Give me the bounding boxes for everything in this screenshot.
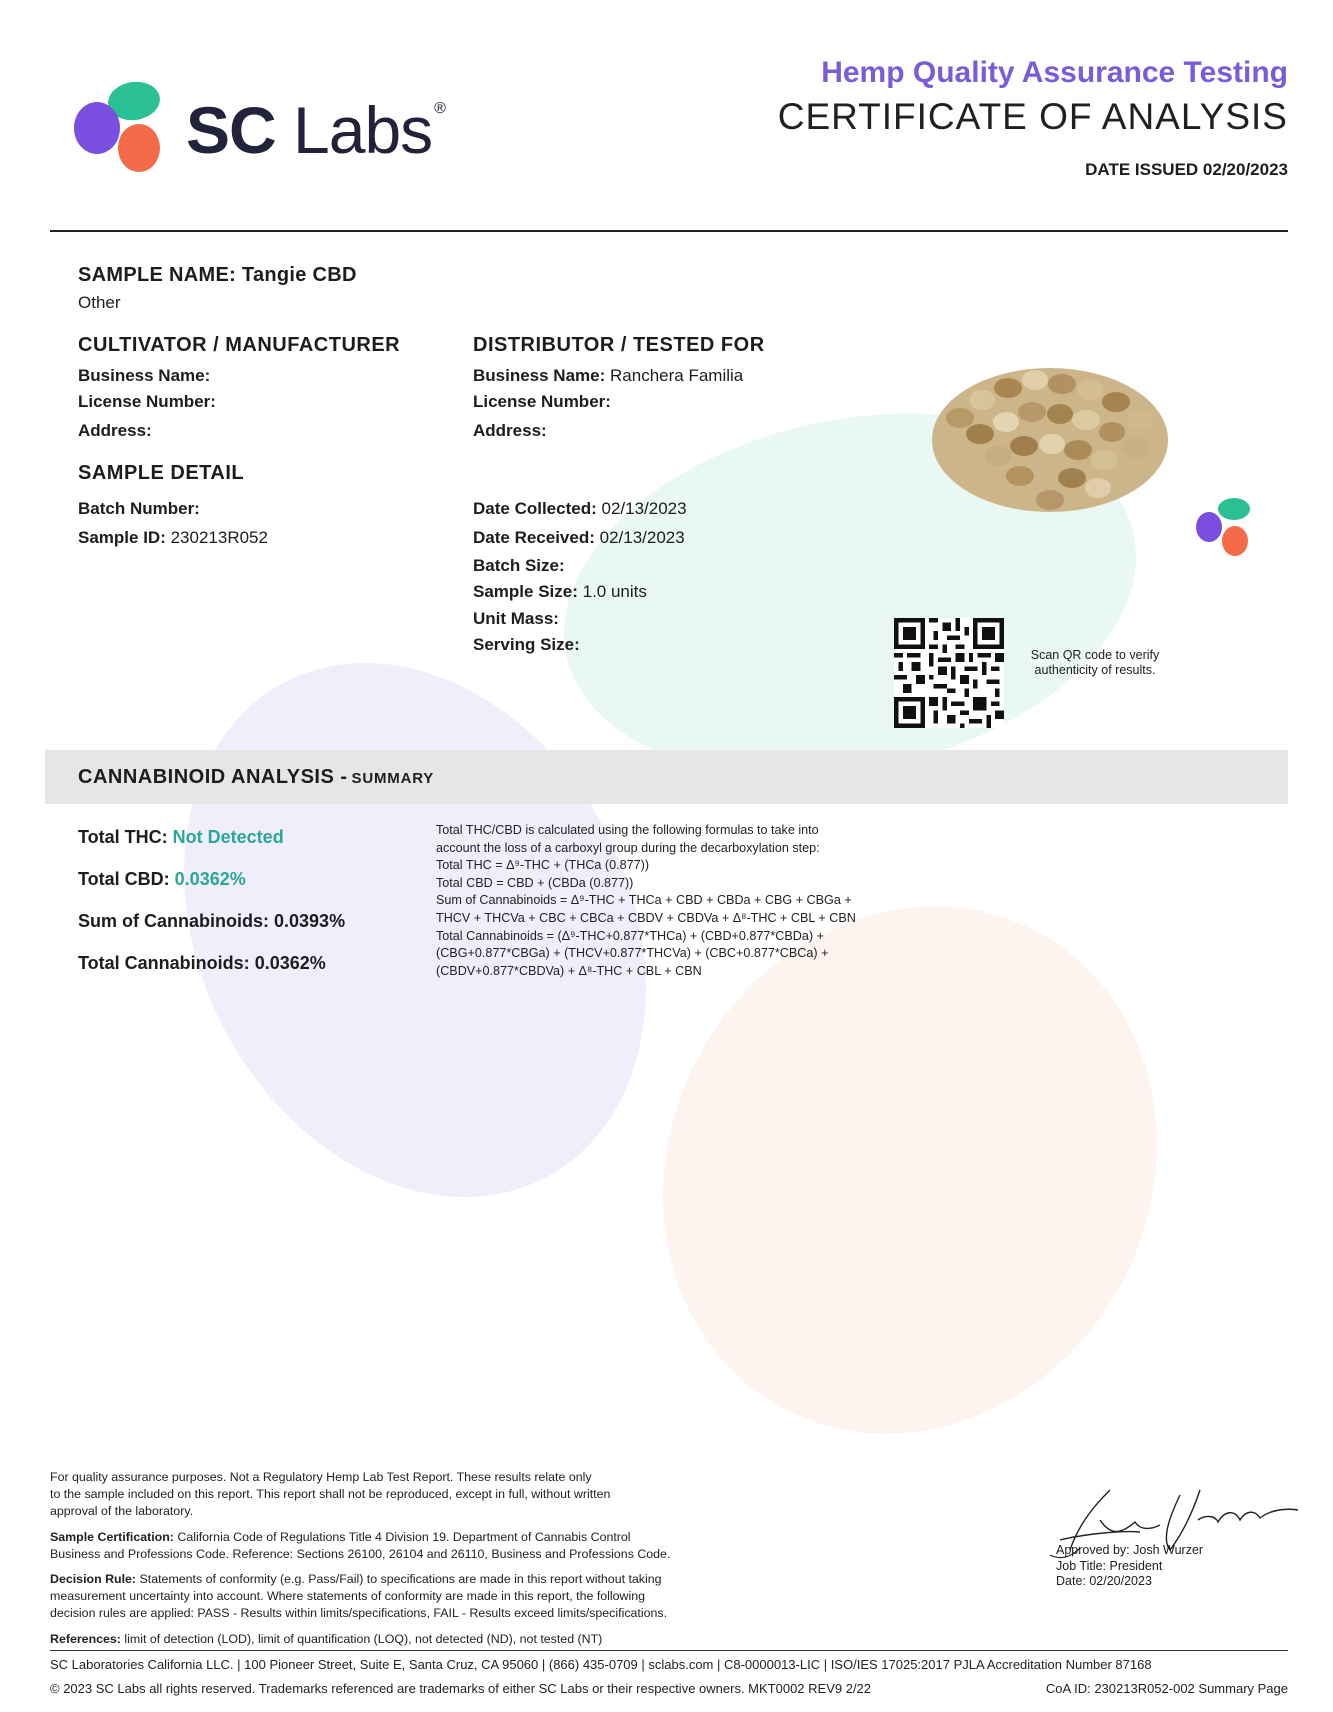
formula-line: (CBDV+0.877*CBDVa) + Δ⁸-THC + CBL + CBN [436,963,702,978]
formula-line: Total CBD = CBD + (CBDa (0.877)) [436,875,634,890]
product-seeds-image [920,348,1180,528]
qa-disclaimer: For quality assurance purposes. Not a Regulatory Hemp Lab Test Report. These results relate only to the sample included on this report. This report shall not be reproduced, except in full, without written approval of the laboratory. [50,1470,611,1518]
report-title: CERTIFICATE OF ANALYSIS [777,96,1288,137]
formula-line: Total THC/CBD is calculated using the following formulas to take into [436,823,819,837]
copyright-line: © 2023 SC Labs all rights reserved. Trademarks referenced are trademarks of either SC Labs or their respective owners. MKT0002 REV9 2/22 [50,1681,872,1696]
logo-purple-dot [74,102,120,154]
formula-line: account the loss of a carboxyl group during the decarboxylation step: [436,840,820,855]
distributor-license-number: License Number: [473,392,611,411]
job-title: Job Title: President [1056,1558,1163,1573]
distributor-heading: DISTRIBUTOR / TESTED FOR [473,334,765,356]
total-cbd: Total CBD: 0.0362% [78,869,246,889]
references: References: limit of detection (LOD), limit of quantification (LOQ), not detected (ND), not tested (NT) [50,1632,603,1646]
sample-name: SAMPLE NAME: Tangie CBD [78,264,357,286]
formula-line: THCV + THCVa + CBC + CBCa + CBDV + CBDVa + Δ⁸-THC + CBL + CBN [436,910,856,925]
sample-id: Sample ID: 230213R052 [78,528,268,547]
batch-size: Batch Size: [473,556,565,575]
cultivator-heading: CULTIVATOR / MANUFACTURER [78,334,401,356]
sample-certification: Sample Certification: California Code of Regulations Title 4 Division 19. Department of Cannabis Control Business and Professions Code. Reference: Sections 26100, 26104 and 26110, Business and Professions Code. [50,1530,671,1561]
decision-rule: Decision Rule: Statements of conformity (e.g. Pass/Fail) to specifications are made in this report without taking measurement uncertainty into account. Where statements of conformity are made in this report, the following decision rules are applied: PASS - Results within limits/specifications, FAIL - Results exceed limits/specifications. [50,1572,668,1620]
calculation-formulas [436,822,896,980]
qr-caption: Scan QR code to verify authenticity of results. [1030,648,1160,677]
small-logo-purple-dot [1196,512,1222,542]
formula-line: Total Cannabinoids = (Δ⁹-THC+0.877*THCa) + (CBD+0.877*CBDa) + [436,928,824,943]
cultivator-business-name: Business Name: [78,366,211,385]
report-subtitle: Hemp Quality Assurance Testing [821,56,1288,89]
formula-line: Sum of Cannabinoids = Δ⁹-THC + THCa + CBD + CBDa + CBG + CBGa + [436,893,852,908]
approval-block [1056,1543,1203,1590]
unit-mass: Unit Mass: [473,609,559,628]
sample-category: Other [78,293,121,312]
sample-size: Sample Size: 1.0 units [473,582,647,601]
cultivator-license-number: License Number: [78,392,216,411]
verification-qr-code[interactable] [894,618,1004,728]
date-received: Date Received: 02/13/2023 [473,528,685,547]
lab-address-line: SC Laboratories California LLC. | 100 Pioneer Street, Suite E, Santa Cruz, CA 95060 | (866) 435-0709 | sclabs.com | C8-0000013-LIC | ISO/IES 17025:2017 PJLA Accreditation Number 87168 [50,1657,1152,1672]
header-divider [50,230,1288,232]
formula-line: (CBG+0.877*CBGa) + (THCV+0.877*THCVa) + (CBC+0.877*CBCa) + [436,946,829,961]
total-thc: Total THC: Not Detected [78,827,284,847]
footer-divider [50,1650,1288,1651]
distributor-address: Address: [473,421,547,440]
date-collected: Date Collected: 02/13/2023 [473,499,687,518]
cannabinoid-summary-title: CANNABINOID ANALYSIS - SUMMARY [78,766,435,788]
sum-of-cannabinoids: Sum of Cannabinoids: 0.0393% [78,911,346,931]
approved-by: Approved by: Josh Wurzer [1056,1543,1204,1557]
cultivator-address: Address: [78,421,152,440]
batch-number: Batch Number: [78,499,200,518]
date-issued: DATE ISSUED 02/20/2023 [1085,160,1288,179]
sample-detail-heading: SAMPLE DETAIL [78,462,245,484]
small-logo-teal-dot [1218,498,1250,520]
coa-id: CoA ID: 230213R052-002 Summary Page [1045,1681,1288,1696]
small-logo-orange-dot [1222,526,1248,556]
serving-size: Serving Size: [473,635,580,654]
logo-orange-dot [118,124,160,172]
logo-wordmark: SC Labs ® [186,93,445,167]
approval-date: Date: 02/20/2023 [1056,1574,1152,1588]
total-cannabinoids: Total Cannabinoids: 0.0362% [78,953,326,973]
formula-line: Total THC = Δ⁹-THC + (THCa (0.877)) [436,858,650,873]
distributor-business-name: Business Name: Ranchera Familia [473,366,744,385]
